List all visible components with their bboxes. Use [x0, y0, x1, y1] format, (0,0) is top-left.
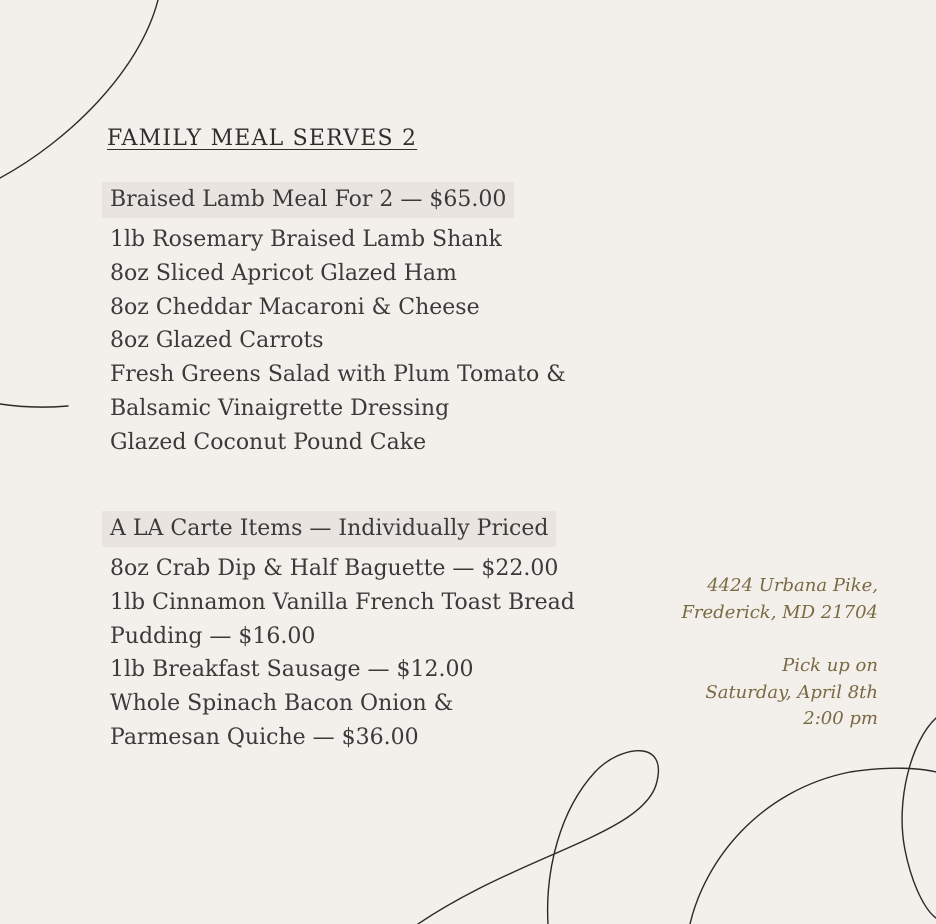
list-item: Parmesan Quiche — $36.00	[110, 724, 419, 750]
list-item: 1lb Cinnamon Vanilla French Toast Bread	[110, 589, 575, 615]
a-la-carte-item-list	[110, 552, 575, 755]
list-item: 8oz Sliced Apricot Glazed Ham	[110, 260, 457, 286]
list-item: 8oz Glazed Carrots	[110, 328, 324, 354]
swirl-bottom-loop	[418, 751, 658, 924]
pickup-details	[705, 653, 878, 733]
list-item: 8oz Crab Dip & Half Baguette — $22.00	[110, 556, 559, 581]
list-item: 1lb Breakfast Sausage — $12.00	[110, 657, 474, 683]
address-line-2: Frederick, MD 21704	[681, 601, 878, 623]
list-item: Pudding — $16.00	[110, 623, 316, 649]
family-meal-header: Braised Lamb Meal For 2 — $65.00	[102, 182, 514, 218]
pickup-line-2: Saturday, April 8th	[705, 681, 878, 703]
pickup-line-3: 2:00 pm	[803, 708, 878, 729]
list-item: Whole Spinach Bacon Onion &	[110, 691, 454, 717]
pickup-address	[681, 573, 878, 626]
list-item: Balsamic Vinaigrette Dressing	[110, 395, 450, 421]
a-la-carte-header: A LA Carte Items — Individually Priced	[102, 511, 556, 547]
swirl-bottom-right-arc	[690, 768, 936, 924]
family-meal-title: FAMILY MEAL SERVES 2	[107, 126, 418, 151]
family-meal-item-list	[110, 223, 566, 460]
list-item: 1lb Rosemary Braised Lamb Shank	[110, 227, 502, 252]
list-item: Fresh Greens Salad with Plum Tomato &	[110, 362, 566, 388]
address-line-1: 4424 Urbana Pike,	[707, 575, 878, 596]
list-item: Glazed Coconut Pound Cake	[110, 429, 427, 455]
swirl-right-edge	[902, 718, 936, 918]
swirl-mid-left	[0, 404, 68, 407]
swirl-top-left	[0, 0, 158, 178]
pickup-line-1: Pick up on	[782, 655, 878, 676]
list-item: 8oz Cheddar Macaroni & Cheese	[110, 294, 480, 320]
